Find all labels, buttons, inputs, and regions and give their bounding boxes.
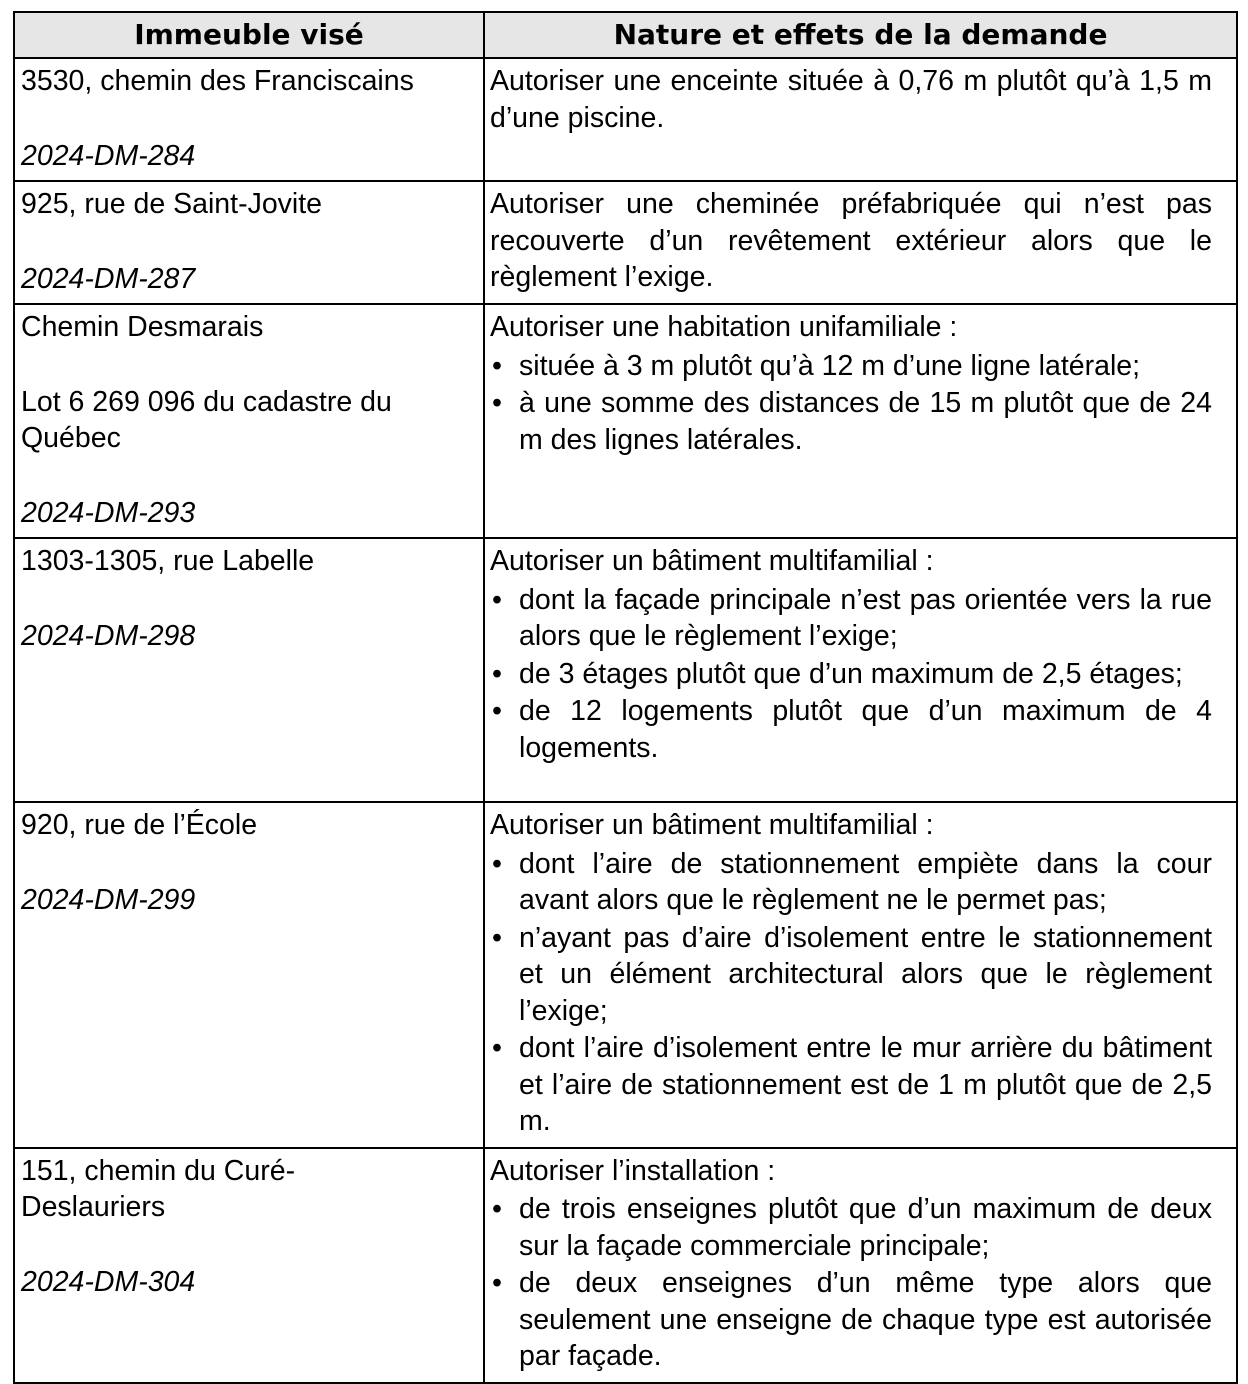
list-item-text: n’ayant pas d’aire d’isolement entre le stationnement et un élément architectural alors que le règlement l’exige; [519, 921, 1212, 1027]
list-item [490, 693, 1212, 766]
bullet-list [490, 582, 1212, 767]
request-intro: Autoriser un bâtiment multifamilial : [490, 809, 934, 841]
list-item-text: dont l’aire de stationnement empiète dans la cour avant alors que le règlement ne le permet pas; [519, 847, 1212, 916]
property-address: 925, rue de Saint-Jovite [21, 188, 323, 220]
list-item-text: de deux enseignes d’un même type alors que seulement une enseigne de chaque type est autorisée par façade. [519, 1267, 1212, 1372]
case-reference: 2024-DM-299 [21, 883, 196, 916]
property-cell [14, 538, 484, 802]
request-intro: Autoriser un bâtiment multifamilial : [490, 545, 934, 577]
bullet-icon: • [492, 349, 502, 382]
table-row [14, 58, 1237, 181]
bullet-icon: • [492, 847, 502, 880]
list-item-text: située à 3 m plutôt qu’à 12 m d’une ligne latérale; [519, 349, 1141, 382]
table-header-row [14, 12, 1237, 58]
bullet-list [490, 1191, 1212, 1375]
property-cell [14, 802, 484, 1148]
property-address: 920, rue de l’École [21, 809, 258, 841]
bullet-icon: • [492, 1267, 502, 1299]
bullet-icon: • [492, 1193, 502, 1225]
list-item-text: de trois enseignes plutôt que d’un maximum de deux sur la façade commerciale principale; [519, 1193, 1212, 1262]
bullet-icon: • [492, 387, 502, 419]
bullet-list [490, 348, 1212, 459]
list-item-text: de 12 logements plutôt que d’un maximum de 4 logements. [519, 695, 1212, 764]
property-cell [14, 1148, 484, 1383]
case-reference: 2024-DM-284 [21, 139, 196, 172]
table-row [14, 538, 1237, 802]
request-intro: Autoriser l’installation : [490, 1154, 776, 1187]
request-text: Autoriser une enceinte située à 0,76 m plutôt qu’à 1,5 m d’une piscine. [490, 65, 1212, 134]
list-item [490, 1030, 1212, 1140]
requests-table [13, 11, 1238, 1384]
property-cell [14, 304, 484, 538]
list-item [490, 348, 1212, 385]
header-request: Nature et effets de la demande [484, 12, 1237, 58]
property-address: 3530, chemin des Franciscains [21, 65, 414, 97]
property-address: 1303-1305, rue Labelle [21, 545, 315, 577]
list-item [490, 656, 1212, 693]
table-row [14, 304, 1237, 538]
table-row [14, 802, 1237, 1148]
list-item-text: dont l’aire d’isolement entre le mur arrière du bâtiment et l’aire de stationnement est de 1 m plutôt que de 2,5 m. [519, 1032, 1212, 1137]
bullet-list [490, 846, 1212, 1140]
bullet-icon: • [492, 1032, 502, 1064]
table-row [14, 1148, 1237, 1383]
case-reference: 2024-DM-298 [21, 619, 196, 652]
bullet-icon: • [492, 695, 502, 727]
list-item [490, 582, 1212, 655]
bullet-icon: • [492, 921, 502, 954]
list-item [490, 1191, 1212, 1264]
case-reference: 2024-DM-304 [21, 1265, 196, 1298]
request-cell [484, 538, 1237, 802]
case-reference: 2024-DM-287 [21, 262, 196, 295]
case-reference: 2024-DM-293 [21, 496, 196, 529]
request-intro: Autoriser une habitation unifamiliale : [490, 311, 958, 343]
header-property: Immeuble visé [14, 12, 484, 58]
request-cell [484, 181, 1237, 304]
property-address: 151, chemin du Curé-Deslauriers [21, 1154, 296, 1223]
property-lot: Lot 6 269 096 du cadastre du Québec [21, 385, 392, 454]
request-cell [484, 802, 1237, 1148]
list-item [490, 385, 1212, 458]
property-cell [14, 181, 484, 304]
list-item-text: dont la façade principale n’est pas orientée vers la rue alors que le règlement l’exige; [519, 583, 1212, 652]
request-cell [484, 304, 1237, 538]
request-cell [484, 58, 1237, 181]
list-item [490, 1265, 1212, 1375]
bullet-icon: • [492, 583, 502, 616]
request-cell [484, 1148, 1237, 1383]
property-cell [14, 58, 484, 181]
table-row [14, 181, 1237, 304]
list-item-text: à une somme des distances de 15 m plutôt que de 24 m des lignes latérales. [519, 387, 1212, 456]
request-text: Autoriser une cheminée préfabriquée qui n’est pas recouverte d’un revêtement extérieur alors que le règlement l’exige. [490, 188, 1212, 293]
list-item-text: de 3 étages plutôt que d’un maximum de 2,5 étages; [519, 657, 1183, 690]
bullet-icon: • [492, 657, 502, 690]
list-item [490, 920, 1212, 1030]
property-address: Chemin Desmarais [21, 311, 264, 343]
list-item [490, 846, 1212, 919]
